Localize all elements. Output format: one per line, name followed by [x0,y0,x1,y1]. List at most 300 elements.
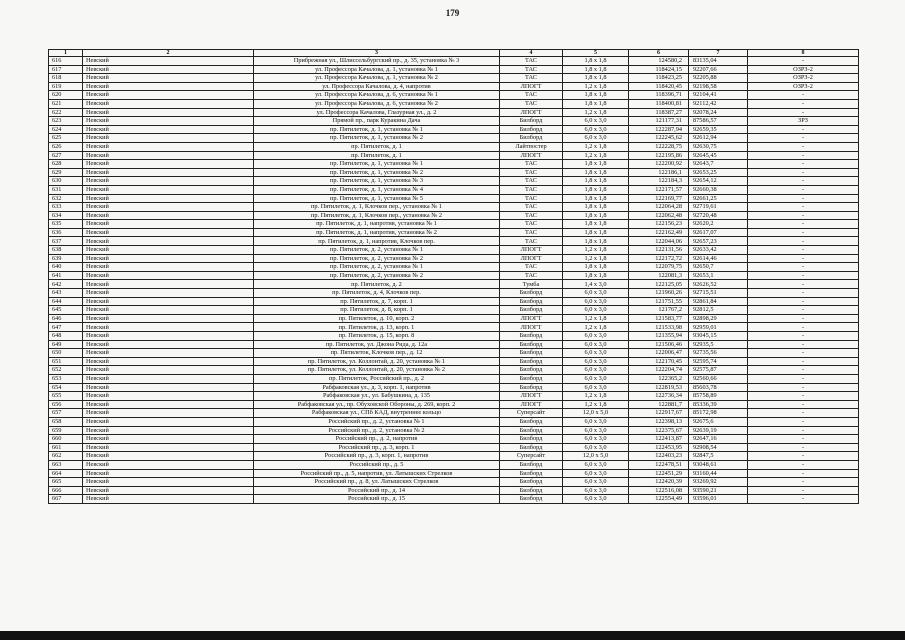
table-row [49,185,859,194]
coord-y: 92645,45 [689,151,748,160]
coord-x: 122228,75 [629,142,689,151]
size: 1,8 х 1,8 [563,99,629,108]
address: Российский пр., д. 2, напротив [254,435,500,444]
zone: - [748,392,859,401]
zone: - [748,409,859,418]
structure-type: Билборд [500,478,563,487]
district: Невский [83,168,254,177]
zone: - [748,426,859,435]
table-row [49,280,859,289]
row-number: 663 [49,460,83,469]
coord-x: 122044,06 [629,237,689,246]
district: Невский [83,254,254,263]
zone: - [748,443,859,452]
address: пр. Пятилеток, д. 1, напротив, Клочков пер. [254,237,500,246]
size: 1,8 х 1,8 [563,185,629,194]
coord-x: 122184,3 [629,177,689,186]
structure-type: Билборд [500,460,563,469]
zone: - [748,460,859,469]
district: Невский [83,82,254,91]
coord-x: 121506,46 [629,340,689,349]
row-number: 653 [49,374,83,383]
district: Невский [83,246,254,255]
header-row [49,50,859,57]
coord-y: 92675,6 [689,417,748,426]
structure-type: Билборд [500,349,563,358]
row-number: 633 [49,203,83,212]
coord-x: 122398,13 [629,417,689,426]
district: Невский [83,400,254,409]
column-header: 6 [629,50,689,57]
structure-type: Билборд [500,426,563,435]
coord-x: 122819,53 [629,383,689,392]
size: 6,0 х 3,0 [563,289,629,298]
coord-x: 122245,62 [629,134,689,143]
size: 6,0 х 3,0 [563,357,629,366]
size: 1,2 х 1,8 [563,246,629,255]
zone: - [748,168,859,177]
coord-x: 121177,31 [629,117,689,126]
district: Невский [83,306,254,315]
coord-x: 121355,94 [629,332,689,341]
structure-type: Билборд [500,134,563,143]
table-row [49,142,859,151]
table-row [49,211,859,220]
table-row [49,237,859,246]
coord-y: 85336,39 [689,400,748,409]
table-row [49,392,859,401]
coord-y: 92626,52 [689,280,748,289]
zone: - [748,357,859,366]
coord-y: 92735,56 [689,349,748,358]
table-row [49,409,859,418]
district: Невский [83,237,254,246]
table-row [49,478,859,487]
table-row [49,297,859,306]
coord-y: 92847,5 [689,452,748,461]
page-number: 179 [445,8,460,18]
district: Невский [83,74,254,83]
address: пр. Пятилеток, д. 1, Клочков пер., установка № 1 [254,203,500,212]
structure-type: ТАС [500,99,563,108]
row-number: 618 [49,74,83,83]
district: Невский [83,203,254,212]
zone: - [748,254,859,263]
district: Невский [83,443,254,452]
structure-type: ТАС [500,220,563,229]
coord-x: 122169,77 [629,194,689,203]
structure-type: ТАС [500,237,563,246]
coord-y: 87586,57 [689,117,748,126]
table-row [49,74,859,83]
row-number: 662 [49,452,83,461]
zone: ОЗРЗ-2 [748,65,859,74]
size: 6,0 х 3,0 [563,478,629,487]
structure-type: Билборд [500,435,563,444]
table-row [49,151,859,160]
zone: - [748,383,859,392]
coord-x: 118423,25 [629,74,689,83]
coord-y: 92660,38 [689,185,748,194]
coord-y: 92719,61 [689,203,748,212]
district: Невский [83,280,254,289]
coord-y: 83135,04 [689,57,748,66]
coord-y: 92614,46 [689,254,748,263]
table-row [49,125,859,134]
size: 6,0 х 3,0 [563,495,629,504]
row-number: 665 [49,478,83,487]
address: пр. Пятилеток, д. 1, установка № 2 [254,134,500,143]
structure-type: Билборд [500,469,563,478]
size: 6,0 х 3,0 [563,426,629,435]
zone: - [748,374,859,383]
structure-type: ТАС [500,203,563,212]
column-header: 8 [748,50,859,57]
column-header: 7 [689,50,748,57]
coord-x: 122413,87 [629,435,689,444]
structure-type: ТАС [500,194,563,203]
address: Рабфаковская ул., д. 3, корп. 1, напротив [254,383,500,392]
coord-y: 92653,25 [689,168,748,177]
address: пр. Пятилеток, д. 1, установка № 4 [254,185,500,194]
structure-type: ЛПОГТ [500,392,563,401]
coord-x: 121751,55 [629,297,689,306]
zone: - [748,194,859,203]
district: Невский [83,271,254,280]
district: Невский [83,332,254,341]
address: пр. Пятилеток, д. 1 [254,151,500,160]
advertising-structures-table [48,49,859,504]
row-number: 636 [49,228,83,237]
coord-x: 122170,45 [629,357,689,366]
table-row [49,271,859,280]
address: Прибрежная ул., Шлиссельбургский пр., д. 35, установка № 3 [254,57,500,66]
coord-y: 92575,87 [689,366,748,375]
zone: - [748,91,859,100]
row-number: 644 [49,297,83,306]
address: ул. Профессора Качалова, д. 6, установка № 1 [254,91,500,100]
coord-y: 92620,2 [689,220,748,229]
district: Невский [83,460,254,469]
coord-y: 85758,89 [689,392,748,401]
size: 1,8 х 1,8 [563,271,629,280]
row-number: 620 [49,91,83,100]
coord-y: 93590,21 [689,486,748,495]
size: 6,0 х 3,0 [563,374,629,383]
size: 1,8 х 1,8 [563,194,629,203]
zone: - [748,151,859,160]
zone: - [748,478,859,487]
table-row [49,228,859,237]
coord-x: 122287,94 [629,125,689,134]
row-number: 657 [49,409,83,418]
column-header: 4 [500,50,563,57]
size: 1,8 х 1,8 [563,65,629,74]
structure-type: ТАС [500,263,563,272]
row-number: 625 [49,134,83,143]
size: 6,0 х 3,0 [563,366,629,375]
row-number: 630 [49,177,83,186]
address: Российский пр., д. 8, ул. Латышских Стрелков [254,478,500,487]
structure-type: ЛПОГТ [500,246,563,255]
district: Невский [83,151,254,160]
row-number: 634 [49,211,83,220]
table-row [49,117,859,126]
coord-x: 122403,23 [629,452,689,461]
coord-y: 92112,42 [689,99,748,108]
row-number: 638 [49,246,83,255]
table-row [49,452,859,461]
structure-type: ТАС [500,65,563,74]
structure-type: Билборд [500,374,563,383]
district: Невский [83,185,254,194]
structure-type: Билборд [500,443,563,452]
address: пр. Пятилеток, ул. Коллонтай, д. 20, установка № 1 [254,357,500,366]
size: 6,0 х 3,0 [563,349,629,358]
row-number: 667 [49,495,83,504]
row-number: 617 [49,65,83,74]
coord-x: 118387,27 [629,108,689,117]
zone: - [748,486,859,495]
district: Невский [83,263,254,272]
address: ул. Профессора Качалова, д. 1, установка № 1 [254,65,500,74]
coord-y: 93048,61 [689,460,748,469]
zone: - [748,289,859,298]
address: пр. Пятилеток, д. 7, корп. 1 [254,297,500,306]
table-row [49,254,859,263]
size: 1,8 х 1,8 [563,220,629,229]
zone: - [748,237,859,246]
table-row [49,246,859,255]
address: пр. Пятилеток, д. 2, установка № 2 [254,271,500,280]
district: Невский [83,392,254,401]
table-row [49,323,859,332]
structure-type: ТАС [500,228,563,237]
coord-x: 118420,45 [629,82,689,91]
district: Невский [83,177,254,186]
row-number: 658 [49,417,83,426]
table-row [49,495,859,504]
size: 1,8 х 1,8 [563,74,629,83]
table-row [49,108,859,117]
row-number: 632 [49,194,83,203]
zone: - [748,314,859,323]
size: 1,2 х 1,8 [563,400,629,409]
size: 12,0 х 5,0 [563,409,629,418]
zone: - [748,108,859,117]
address: Российский пр., д. 2, установка № 2 [254,426,500,435]
coord-y: 92205,88 [689,74,748,83]
size: 6,0 х 3,0 [563,117,629,126]
district: Невский [83,211,254,220]
zone: - [748,323,859,332]
row-number: 655 [49,392,83,401]
row-number: 619 [49,82,83,91]
size: 1,2 х 1,8 [563,108,629,117]
coord-y: 92207,66 [689,65,748,74]
table-row [49,383,859,392]
size: 1,2 х 1,8 [563,151,629,160]
address: пр. Пятилеток, д. 1, установка № 3 [254,177,500,186]
row-number: 622 [49,108,83,117]
table-row [49,65,859,74]
district: Невский [83,366,254,375]
district: Невский [83,426,254,435]
structure-type: ЛПОГТ [500,254,563,263]
coord-y: 92595,74 [689,357,748,366]
address: Российский пр., д. 5, напротив, ул. Латышских Стрелков [254,469,500,478]
district: Невский [83,495,254,504]
zone: - [748,228,859,237]
structure-type: ТАС [500,177,563,186]
table-row [49,57,859,66]
district: Невский [83,452,254,461]
address: пр. Пятилеток, д. 2, установка № 2 [254,254,500,263]
coord-y: 92715,51 [689,289,748,298]
zone: - [748,280,859,289]
address: пр. Пятилеток, Российский пр., д. 2 [254,374,500,383]
coord-y: 92639,19 [689,426,748,435]
address: пр. Пятилеток, д. 1, установка № 5 [254,194,500,203]
column-header: 5 [563,50,629,57]
zone: - [748,452,859,461]
coord-x: 122478,51 [629,460,689,469]
row-number: 666 [49,486,83,495]
coord-x: 118396,71 [629,91,689,100]
district: Невский [83,383,254,392]
coord-y: 85172,98 [689,409,748,418]
zone: - [748,271,859,280]
address: Рабфаковская ул., ул. Бабушкина, д. 135 [254,392,500,401]
table-row [49,134,859,143]
address: пр. Пятилеток, д. 1, напротив, установка № 2 [254,228,500,237]
address: ул. Профессора Качалова, д. 6, установка № 2 [254,99,500,108]
coord-y: 92661,25 [689,194,748,203]
district: Невский [83,374,254,383]
address: пр. Пятилеток, д. 4, Клочков пер. [254,289,500,298]
coord-y: 85603,78 [689,383,748,392]
coord-y: 92959,01 [689,323,748,332]
coord-x: 122186,1 [629,168,689,177]
table-row [49,435,859,444]
zone: - [748,160,859,169]
district: Невский [83,486,254,495]
zone: - [748,332,859,341]
structure-type: Билборд [500,332,563,341]
address: ул. Профессора Качалова, Глазурная ул., д. 2 [254,108,500,117]
coord-x: 122171,57 [629,185,689,194]
table-row [49,314,859,323]
table-row [49,306,859,315]
structure-type: ТАС [500,211,563,220]
address: пр. Пятилеток, ул. Джона Рида, д. 12а [254,340,500,349]
coord-y: 92647,16 [689,435,748,444]
row-number: 650 [49,349,83,358]
table-row [49,366,859,375]
row-number: 647 [49,323,83,332]
size: 1,2 х 1,8 [563,254,629,263]
row-number: 643 [49,289,83,298]
coord-x: 122917,67 [629,409,689,418]
coord-y: 92650,7 [689,263,748,272]
coord-x: 122204,74 [629,366,689,375]
zone: - [748,185,859,194]
table-body [49,50,859,504]
table-row [49,340,859,349]
size: 6,0 х 3,0 [563,306,629,315]
zone: ОЗРЗ-2 [748,82,859,91]
district: Невский [83,91,254,100]
address: пр. Пятилеток, д. 15, корп. 8 [254,332,500,341]
coord-x: 118400,81 [629,99,689,108]
structure-type: Билборд [500,340,563,349]
coord-y: 92654,12 [689,177,748,186]
address: Российский пр., д. 5 [254,460,500,469]
zone: - [748,220,859,229]
row-number: 641 [49,271,83,280]
structure-type: ЛПОГТ [500,400,563,409]
address: пр. Пятилеток, д. 2, установка № 1 [254,263,500,272]
coord-x: 122365,2 [629,374,689,383]
coord-y: 92659,35 [689,125,748,134]
structure-type: Суперсайт [500,452,563,461]
zone: - [748,263,859,272]
zone: - [748,495,859,504]
zone: - [748,366,859,375]
district: Невский [83,99,254,108]
district: Невский [83,65,254,74]
row-number: 652 [49,366,83,375]
address: Рабфаковская ул., пр. Обуховской Обороны, д. 269, корп. 2 [254,400,500,409]
coord-x: 122079,75 [629,263,689,272]
coord-x: 121533,98 [629,323,689,332]
size: 6,0 х 3,0 [563,297,629,306]
size: 1,8 х 1,8 [563,203,629,212]
zone: - [748,349,859,358]
table-row [49,289,859,298]
district: Невский [83,134,254,143]
district: Невский [83,228,254,237]
size: 1,2 х 1,8 [563,392,629,401]
coord-x: 122172,72 [629,254,689,263]
address: пр. Пятилеток, д. 8, корп. 1 [254,306,500,315]
row-number: 646 [49,314,83,323]
structure-type: Билборд [500,417,563,426]
address: пр. Пятилеток, д. 1, установка № 1 [254,125,500,134]
address: пр. Пятилеток, д. 1, установка № 2 [254,168,500,177]
zone: - [748,177,859,186]
district: Невский [83,160,254,169]
district: Невский [83,357,254,366]
row-number: 640 [49,263,83,272]
table-row [49,263,859,272]
coord-x: 122062,48 [629,211,689,220]
size: 6,0 х 3,0 [563,443,629,452]
coord-y: 92630,75 [689,142,748,151]
coord-x: 121960,26 [629,289,689,298]
zone: ЗРЗ [748,117,859,126]
row-number: 616 [49,57,83,66]
address: пр. Пятилеток, Клочков пер., д. 12 [254,349,500,358]
column-header: 1 [49,50,83,57]
district: Невский [83,297,254,306]
table-row [49,203,859,212]
row-number: 627 [49,151,83,160]
structure-type: Билборд [500,297,563,306]
table-row [49,460,859,469]
structure-type: ЛПОГТ [500,314,563,323]
structure-type: Суперсайт [500,409,563,418]
